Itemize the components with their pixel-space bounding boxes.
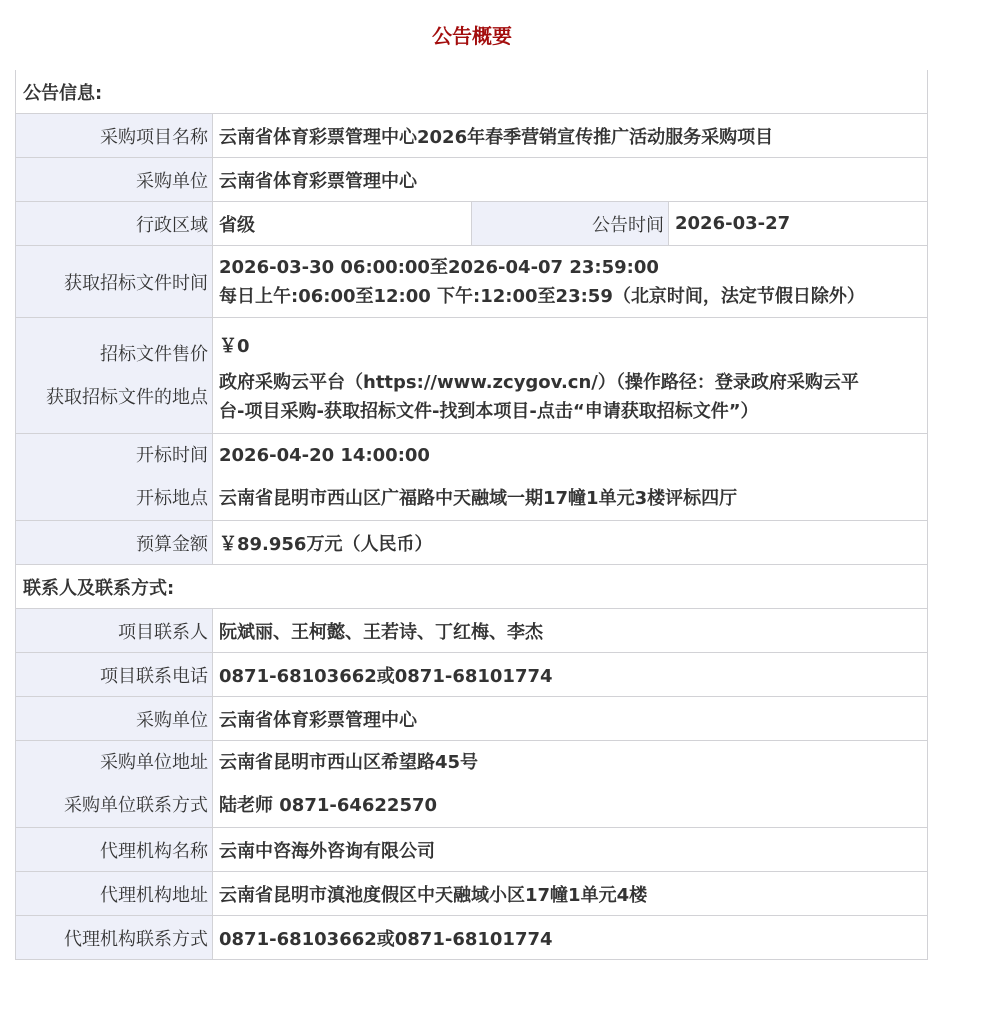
table-row [16, 246, 928, 318]
region-label: 行政区域 [16, 202, 213, 246]
notice-summary-table [15, 70, 928, 960]
purchaser-address-label: 采购单位地址 [100, 752, 208, 773]
notice-time-value: 2026-03-27 [669, 202, 928, 246]
purchaser-info-label-cell [16, 741, 213, 828]
project-phone-value: 0871-68103662或0871-68101774 [213, 653, 928, 697]
budget-label: 预算金额 [16, 521, 213, 565]
table-row [16, 609, 928, 653]
agency-contact-value: 0871-68103662或0871-68101774 [213, 916, 928, 960]
opening-label-cell [16, 434, 213, 521]
purchaser-value: 云南省体育彩票管理中心 [213, 158, 928, 202]
purchaser2-value: 云南省体育彩票管理中心 [213, 697, 928, 741]
bid-doc-place-label: 获取招标文件的地点 [46, 386, 208, 408]
purchaser-info-value-cell [213, 741, 928, 828]
agency-name-label: 代理机构名称 [16, 828, 213, 872]
project-contact-label: 项目联系人 [16, 609, 213, 653]
bid-doc-price-value: ￥0 [219, 336, 250, 357]
bid-doc-time-label: 获取招标文件时间 [16, 246, 213, 318]
section-notice-info: 公告信息: [16, 70, 928, 114]
project-contact-value: 阮斌丽、王柯懿、王若诗、丁红梅、李杰 [213, 609, 928, 653]
table-row [16, 158, 928, 202]
agency-contact-label: 代理机构联系方式 [16, 916, 213, 960]
opening-time-value: 2026-04-20 14:00:00 [219, 445, 430, 466]
agency-name-value: 云南中咨海外咨询有限公司 [213, 828, 928, 872]
bid-doc-place-line1: 政府采购云平台（https://www.zcygov.cn/）（操作路径：登录政府采购云平 [219, 372, 859, 393]
table-row [16, 653, 928, 697]
opening-place-label: 开标地点 [136, 488, 208, 509]
bid-doc-time-range: 2026-03-30 06:00:00至2026-04-07 23:59:00 [219, 256, 659, 278]
project-name-label: 采购项目名称 [16, 114, 213, 158]
table-row [16, 202, 928, 246]
bid-doc-place-line2: 台-项目采购-获取招标文件-找到本项目-点击“申请获取招标文件”） [219, 401, 759, 422]
budget-value: ￥89.956万元（人民币） [213, 521, 928, 565]
bid-doc-time-daily: 每日上午:06:00至12:00 下午:12:00至23:59（北京时间，法定节假日除外） [219, 285, 865, 307]
section-contact-info: 联系人及联系方式: [16, 565, 928, 609]
table-row [16, 434, 928, 521]
bid-doc-price-label: 招标文件售价 [100, 343, 208, 365]
project-name-value: 云南省体育彩票管理中心2026年春季营销宣传推广活动服务采购项目 [213, 114, 928, 158]
purchaser2-label: 采购单位 [16, 697, 213, 741]
purchaser-contact-value: 陆老师 0871-64622570 [219, 795, 438, 816]
purchaser-contact-label: 采购单位联系方式 [64, 795, 208, 816]
table-row [16, 828, 928, 872]
table-row [16, 318, 928, 434]
agency-address-value: 云南省昆明市滇池度假区中天融域小区17幢1单元4楼 [213, 872, 928, 916]
table-row [16, 114, 928, 158]
purchaser-label: 采购单位 [16, 158, 213, 202]
page-title: 公告概要 [432, 24, 512, 48]
bid-doc-time-value [213, 246, 928, 318]
agency-address-label: 代理机构地址 [16, 872, 213, 916]
opening-time-label: 开标时间 [136, 445, 208, 466]
bid-doc-value-cell [213, 318, 928, 434]
table-row [16, 741, 928, 828]
table-row [16, 697, 928, 741]
region-value: 省级 [213, 202, 472, 246]
project-phone-label: 项目联系电话 [16, 653, 213, 697]
opening-place-value: 云南省昆明市西山区广福路中天融域一期17幢1单元3楼评标四厅 [219, 488, 738, 509]
opening-value-cell [213, 434, 928, 521]
bid-doc-label-cell [16, 318, 213, 434]
table-row [16, 916, 928, 960]
table-row [16, 872, 928, 916]
notice-time-label: 公告时间 [472, 202, 669, 246]
purchaser-address-value: 云南省昆明市西山区希望路45号 [219, 752, 479, 773]
table-row [16, 521, 928, 565]
